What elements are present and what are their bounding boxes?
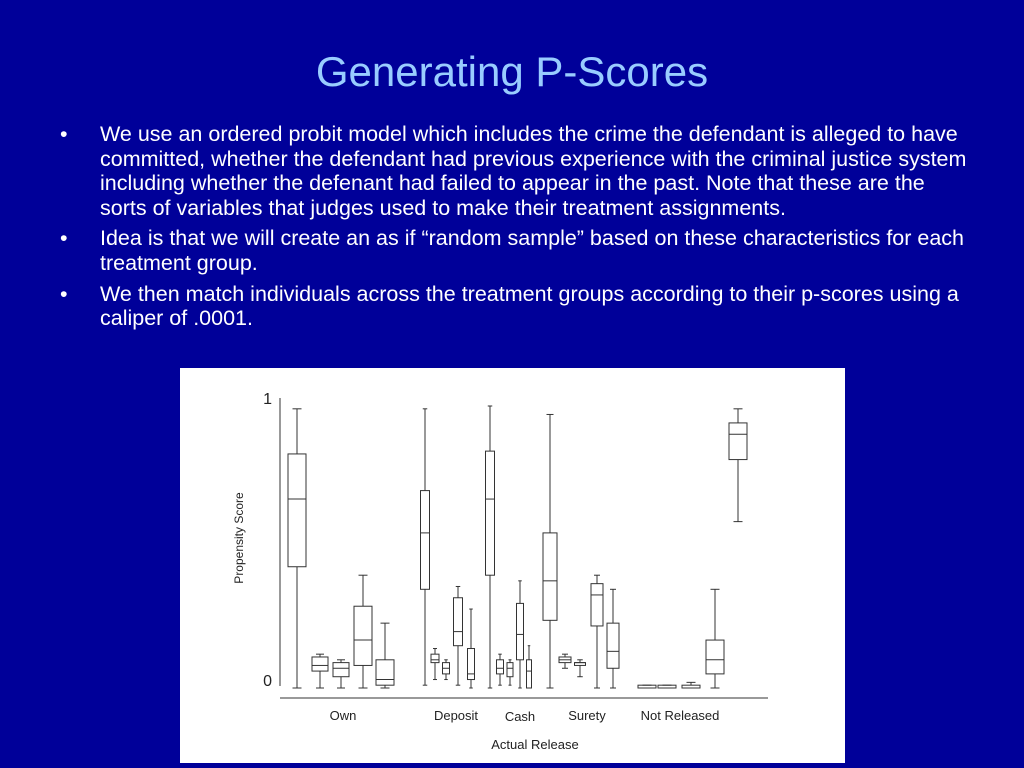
box-deposit-8: [443, 660, 450, 680]
box-body: [507, 663, 513, 677]
box-layer: [288, 406, 747, 688]
y-tick-label-top: 1: [263, 391, 272, 408]
box-surety-18: [575, 660, 586, 677]
box-body: [527, 660, 532, 688]
bullet-item: [60, 226, 970, 275]
y-axis-label: Propensity Score: [232, 492, 246, 584]
box-not-released-24: [706, 589, 724, 688]
box-cash-12: [497, 654, 504, 685]
box-body: [354, 606, 372, 665]
box-body: [288, 454, 306, 567]
box-body: [497, 660, 504, 674]
box-not-released-23: [682, 682, 700, 688]
box-deposit-6: [421, 409, 430, 685]
chart-axes: [232, 391, 768, 752]
x-group-label-deposit: Deposit: [433, 708, 479, 723]
box-body: [517, 603, 524, 659]
box-body: [454, 598, 463, 646]
box-not-released-25: [729, 409, 747, 522]
x-group-label-own: Own: [329, 708, 357, 723]
box-body: [607, 623, 619, 668]
x-axis-label: Actual Release: [491, 737, 579, 752]
box-body: [543, 533, 557, 620]
box-cash-13: [507, 660, 513, 685]
box-deposit-9: [454, 586, 463, 685]
bullet-text: Idea is that we will create an as if “random sample” based on these characteristics for each treatment group.: [100, 226, 964, 275]
box-not-released-22: [658, 685, 676, 688]
bullet-text: We use an ordered probit model which includes the crime the defendant is alleged to have committed, whether the defendant had previous experience with the criminal justice system including whether the defenant had failed to appear in the past. Note that these are the sorts of variables that judges used to make their treatment assignments.: [100, 122, 967, 220]
box-own-5: [376, 623, 394, 688]
x-group-label-not-released: Not Released: [640, 708, 720, 723]
box-body: [421, 491, 430, 590]
box-body: [486, 451, 495, 575]
box-body: [376, 660, 394, 685]
bullet-glyph: •: [60, 226, 68, 251]
y-tick-label-bottom: 0: [263, 673, 272, 690]
box-cash-14: [517, 581, 524, 688]
bullet-list: [60, 122, 970, 337]
box-body: [468, 649, 475, 680]
box-body: [312, 657, 328, 671]
box-cash-11: [486, 406, 495, 688]
boxplot-chart: [180, 368, 845, 763]
box-not-released-21: [638, 685, 656, 688]
box-surety-19: [591, 575, 603, 688]
slide-title: Generating P-Scores: [315, 48, 709, 95]
box-body: [706, 640, 724, 674]
box-surety-20: [607, 589, 619, 688]
box-body: [333, 663, 349, 677]
bullet-glyph: •: [60, 281, 68, 306]
box-body: [591, 584, 603, 626]
box-deposit-10: [468, 609, 475, 688]
box-own-2: [312, 654, 328, 688]
box-own-4: [354, 575, 372, 688]
box-cash-16: [543, 414, 557, 688]
bullet-item: [60, 282, 970, 331]
box-body: [431, 654, 439, 662]
box-surety-17: [559, 654, 571, 668]
bullet-glyph: •: [60, 122, 68, 146]
box-own-1: [288, 409, 306, 688]
x-group-label-surety: Surety: [568, 708, 606, 723]
box-deposit-7: [431, 649, 439, 680]
bullet-item: [60, 122, 970, 220]
boxplot-figure: [180, 368, 845, 763]
box-cash-15: [527, 646, 532, 688]
x-group-label-cash: Cash: [504, 709, 536, 724]
box-body: [729, 423, 747, 460]
box-own-3: [333, 660, 349, 688]
bullet-text: We then match individuals across the treatment groups according to their p-scores using a caliper of .0001.: [100, 281, 959, 331]
